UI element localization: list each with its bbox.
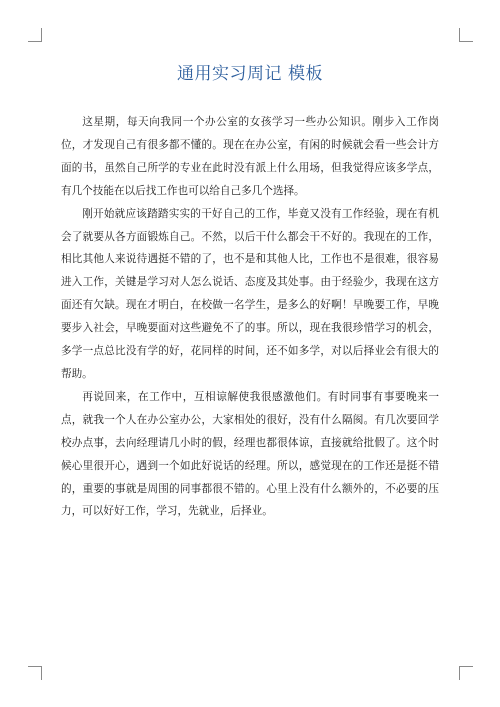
paragraph-1: 这星期，每天向我同一个办公室的女孩学习一些办公知识。刚步入工作岗位，才发现自己有很多都不懂的。现在在办公室，有闲的时候就会看一些会计方面的书，虽然自己所学的专业在此时没有派上什么用场，但我觉得应该多学点，有几个技能在以后找工作也可以给自己多几个选择。 [61, 116, 439, 197]
document-body [61, 111, 439, 523]
crop-mark-top-right [459, 28, 473, 42]
paragraph-3: 再说回来，在工作中，互相谅解使我很感激他们。有时同事有事要晚来一点，就我一个人在办公室办公，大家相处的很好，没有什么隔阂。有几次要回学校办点事，去向经理请几小时的假，经理也都很体谅，直接就给批假了。这个时候心里很开心，遇到一个如此好说话的经理。所以，感觉现在的工作还是挺不错的，重要的事就是周围的同事都很不错的。心里上没有什么额外的，不必要的压力，可以好好工作，学习，先就业，后择业。 [61, 390, 439, 518]
crop-mark-top-left [28, 28, 42, 42]
paragraph-2: 刚开始就应该踏踏实实的干好自己的工作，毕竟又没有工作经验，现在有机会了就要从各方面锻炼自己。不然，以后干什么都会干不好的。我现在的工作，相比其他人来说待遇挺不错的了，也不是和其他人比，工作也不是很难，很容易进入工作，关键是学习对人怎么说话、态度及其处事。由于经验少，我现在这方面还有欠缺。现在才明白，在校做一名学生，是多么的好啊！早晚要工作，早晚要步入社会，早晚要面对这些避免不了的事。所以，现在我很珍惜学习的机会，多学一点总比没有学的好，花同样的时间，还不如多学，对以后择业会有很大的帮助。 [61, 207, 439, 380]
document-title: 通用实习周记 模板 [177, 64, 323, 84]
crop-mark-bottom-right [459, 666, 473, 680]
crop-mark-bottom-left [28, 666, 42, 680]
